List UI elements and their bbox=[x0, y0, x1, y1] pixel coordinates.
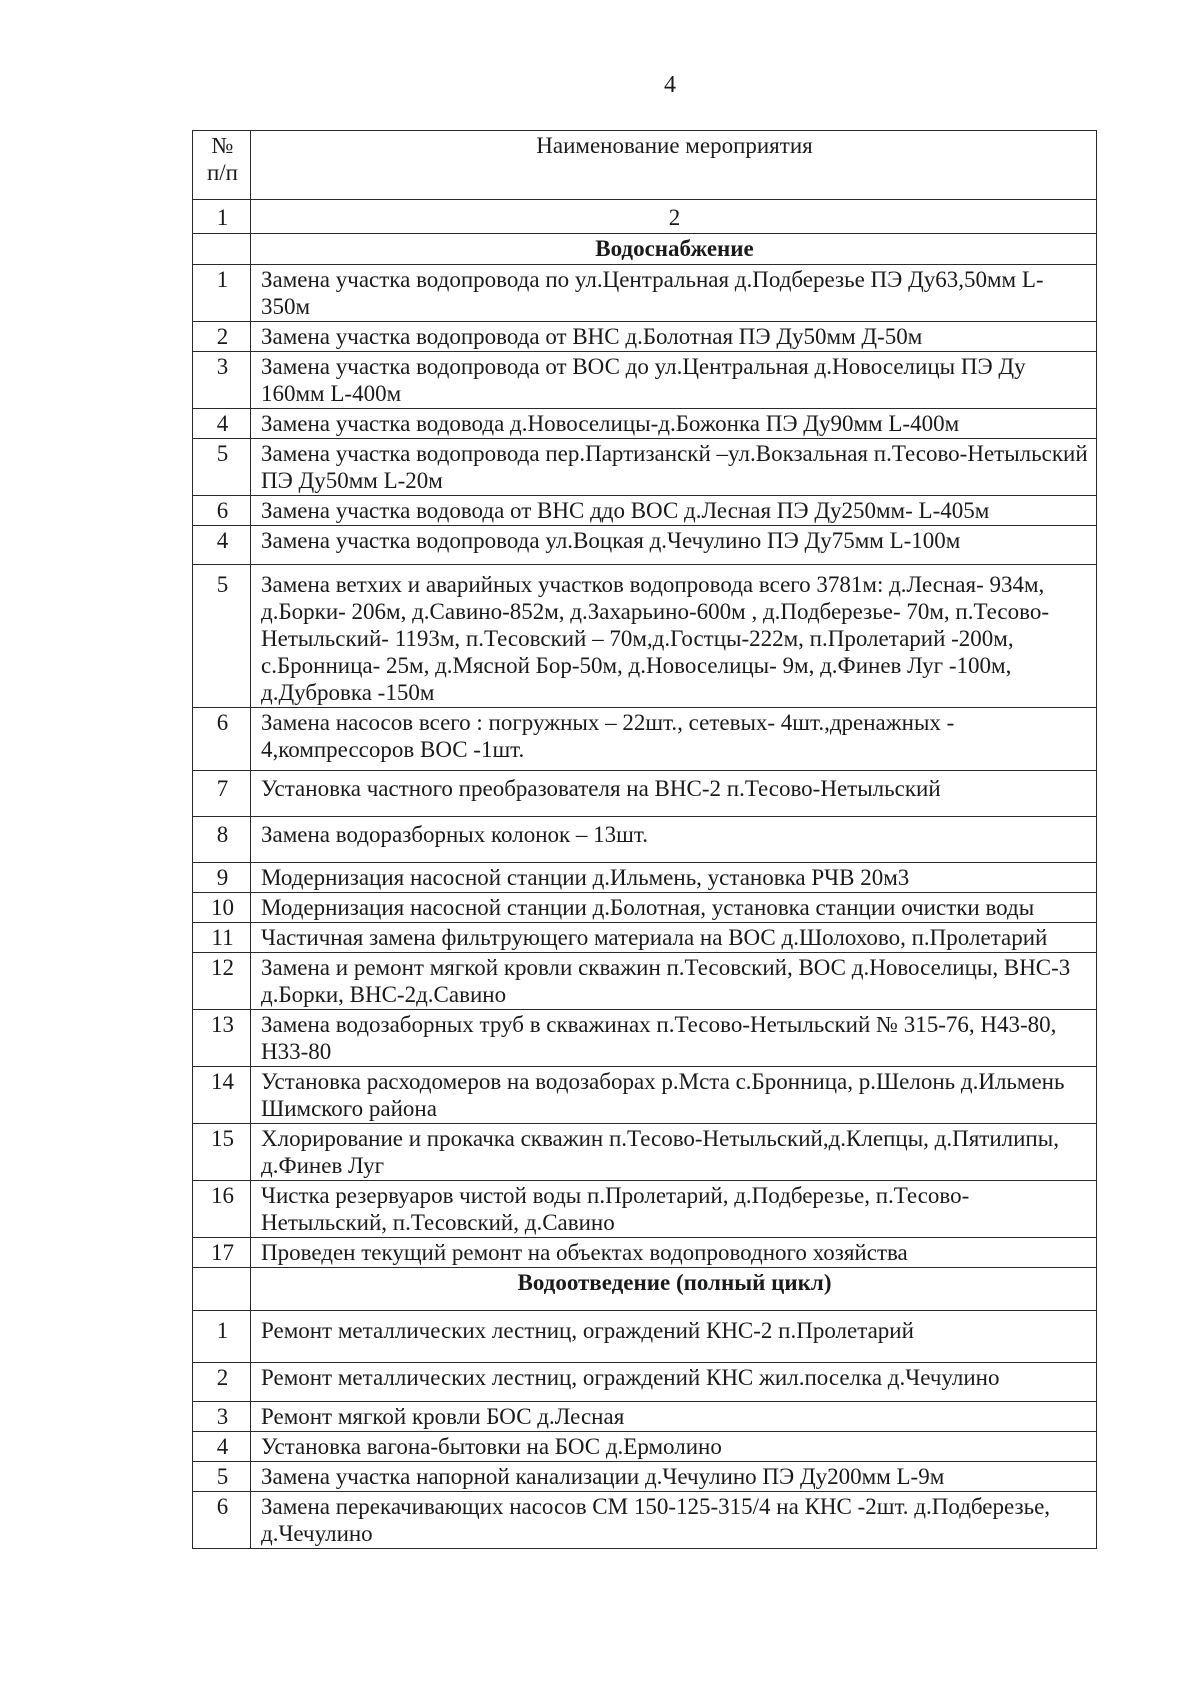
row-number: 5 bbox=[193, 1462, 251, 1492]
table-row bbox=[193, 1181, 1097, 1238]
section-empty-cell bbox=[193, 234, 251, 265]
row-measure-text: Модернизация насосной станции д.Болотная, установка станции очистки воды bbox=[251, 893, 1097, 923]
row-number: 15 bbox=[193, 1124, 251, 1181]
row-measure-text: Ремонт металлических лестниц, ограждений КНС-2 п.Пролетарий bbox=[251, 1311, 1097, 1363]
row-measure-text: Ремонт металлических лестниц, ограждений КНС жил.поселка д.Чечулино bbox=[251, 1363, 1097, 1402]
row-number: 10 bbox=[193, 893, 251, 923]
table-row bbox=[193, 1402, 1097, 1432]
row-measure-text: Замена участка напорной канализации д.Чечулино ПЭ Ду200мм L-9м bbox=[251, 1462, 1097, 1492]
row-measure-text: Замена участка водопровода по ул.Центральная д.Подберезье ПЭ Ду63,50мм L-350м bbox=[251, 265, 1097, 322]
table-row bbox=[193, 496, 1097, 526]
row-measure-text: Замена участка водопровода от ВОС до ул.Центральная д.Новоселицы ПЭ Ду 160мм L-400м bbox=[251, 352, 1097, 409]
row-number: 6 bbox=[193, 496, 251, 526]
row-measure-text: Замена и ремонт мягкой кровли скважин п.Тесовский, ВОС д.Новоселицы, ВНС-3 д.Борки, ВНС-2д.Савино bbox=[251, 953, 1097, 1010]
table-row bbox=[193, 352, 1097, 409]
table-row bbox=[193, 923, 1097, 953]
row-measure-text: Замена участка водовода от ВНС ддо ВОС д.Лесная ПЭ Ду250мм- L-405м bbox=[251, 496, 1097, 526]
table-row bbox=[193, 1363, 1097, 1402]
row-measure-text: Замена водоразборных колонок – 13шт. bbox=[251, 817, 1097, 863]
table-row bbox=[193, 439, 1097, 496]
section-header-row bbox=[193, 234, 1097, 265]
section-title: Водоотведение (полный цикл) bbox=[251, 1268, 1097, 1311]
row-number: 6 bbox=[193, 708, 251, 771]
row-measure-text: Установка вагона-бытовки на БОС д.Ермолино bbox=[251, 1432, 1097, 1462]
table-row bbox=[193, 1010, 1097, 1067]
header-name-cell: Наименование мероприятия bbox=[251, 131, 1097, 200]
table-row bbox=[193, 1432, 1097, 1462]
table-row bbox=[193, 863, 1097, 893]
row-measure-text: Замена ветхих и аварийных участков водопровода всего 3781м: д.Лесная- 934м, д.Борки- 206м, д.Савино-852м, д.Захарьино-600м , д.Подберезье- 70м, п.Тесово-Нетыльский- 1193м, п.Тесовский – 70м,д.Гостцы-222м, п.Пролетарий -200м, с.Бронница- 25м, д.Мясной Бор-50м, д.Новоселицы- 9м, д.Финев Луг -100м, д.Дубровка -150м bbox=[251, 565, 1097, 708]
row-measure-text: Ремонт мягкой кровли БОС д.Лесная bbox=[251, 1402, 1097, 1432]
table-row bbox=[193, 1067, 1097, 1124]
table-header-row bbox=[193, 131, 1097, 200]
row-number: 2 bbox=[193, 322, 251, 352]
row-number: 8 bbox=[193, 817, 251, 863]
row-measure-text: Замена насосов всего : погружных – 22шт., сетевых- 4шт.,дренажных - 4,компрессоров ВОС -1шт. bbox=[251, 708, 1097, 771]
row-number: 4 bbox=[193, 526, 251, 565]
table-row bbox=[193, 1462, 1097, 1492]
row-measure-text: Чистка резервуаров чистой воды п.Пролетарий, д.Подберезье, п.Тесово-Нетыльский, п.Тесовский, д.Савино bbox=[251, 1181, 1097, 1238]
header-number-cell: № п/п bbox=[193, 131, 251, 200]
table-row bbox=[193, 893, 1097, 923]
column-index-1: 1 bbox=[193, 200, 251, 234]
row-number: 14 bbox=[193, 1067, 251, 1124]
table-row bbox=[193, 771, 1097, 817]
row-measure-text: Замена водозаборных труб в скважинах п.Тесово-Нетыльский № 315-76, Н43-80, Н33-80 bbox=[251, 1010, 1097, 1067]
row-number: 1 bbox=[193, 265, 251, 322]
row-number: 4 bbox=[193, 1432, 251, 1462]
row-number: 5 bbox=[193, 565, 251, 708]
table-row bbox=[193, 1311, 1097, 1363]
row-measure-text: Замена участка водопровода ул.Воцкая д.Чечулино ПЭ Ду75мм L-100м bbox=[251, 526, 1097, 565]
section-header-row bbox=[193, 1268, 1097, 1311]
row-number: 4 bbox=[193, 409, 251, 439]
measures-table-body bbox=[193, 131, 1097, 1549]
column-index-row bbox=[193, 200, 1097, 234]
row-number: 1 bbox=[193, 1311, 251, 1363]
table-row bbox=[193, 1238, 1097, 1268]
table-row bbox=[193, 817, 1097, 863]
table-row bbox=[193, 526, 1097, 565]
row-number: 11 bbox=[193, 923, 251, 953]
page-number: 4 bbox=[664, 72, 676, 98]
row-measure-text: Проведен текущий ремонт на объектах водопроводного хозяйства bbox=[251, 1238, 1097, 1268]
row-number: 2 bbox=[193, 1363, 251, 1402]
row-number: 5 bbox=[193, 439, 251, 496]
row-measure-text: Замена участка водопровода пер.Партизанскй –ул.Вокзальная п.Тесово-Нетыльский ПЭ Ду50мм L-20м bbox=[251, 439, 1097, 496]
row-number: 16 bbox=[193, 1181, 251, 1238]
row-measure-text: Частичная замена фильтрующего материала на ВОС д.Шолохово, п.Пролетарий bbox=[251, 923, 1097, 953]
table-row bbox=[193, 1492, 1097, 1549]
measures-table bbox=[192, 130, 1097, 1549]
row-measure-text: Замена перекачивающих насосов СМ 150-125-315/4 на КНС -2шт. д.Подберезье, д.Чечулино bbox=[251, 1492, 1097, 1549]
table-row bbox=[193, 265, 1097, 322]
column-index-2: 2 bbox=[251, 200, 1097, 234]
section-title: Водоснабжение bbox=[251, 234, 1097, 265]
row-number: 6 bbox=[193, 1492, 251, 1549]
section-empty-cell bbox=[193, 1268, 251, 1311]
row-measure-text: Модернизация насосной станции д.Ильмень, установка РЧВ 20м3 bbox=[251, 863, 1097, 893]
row-number: 7 bbox=[193, 771, 251, 817]
row-number: 9 bbox=[193, 863, 251, 893]
row-measure-text: Замена участка водовода д.Новоселицы-д.Божонка ПЭ Ду90мм L-400м bbox=[251, 409, 1097, 439]
table-row bbox=[193, 1124, 1097, 1181]
row-measure-text: Хлорирование и прокачка скважин п.Тесово-Нетыльский,д.Клепцы, д.Пятилипы, д.Финев Луг bbox=[251, 1124, 1097, 1181]
row-number: 3 bbox=[193, 1402, 251, 1432]
row-number: 12 bbox=[193, 953, 251, 1010]
row-number: 3 bbox=[193, 352, 251, 409]
table-row bbox=[193, 565, 1097, 708]
row-measure-text: Установка расходомеров на водозаборах р.Мста с.Бронница, р.Шелонь д.Ильмень Шимского района bbox=[251, 1067, 1097, 1124]
table-row bbox=[193, 708, 1097, 771]
table-row bbox=[193, 322, 1097, 352]
table-row bbox=[193, 953, 1097, 1010]
row-number: 17 bbox=[193, 1238, 251, 1268]
row-measure-text: Замена участка водопровода от ВНС д.Болотная ПЭ Ду50мм Д-50м bbox=[251, 322, 1097, 352]
row-number: 13 bbox=[193, 1010, 251, 1067]
table-row bbox=[193, 409, 1097, 439]
row-measure-text: Установка частного преобразователя на ВНС-2 п.Тесово-Нетыльский bbox=[251, 771, 1097, 817]
